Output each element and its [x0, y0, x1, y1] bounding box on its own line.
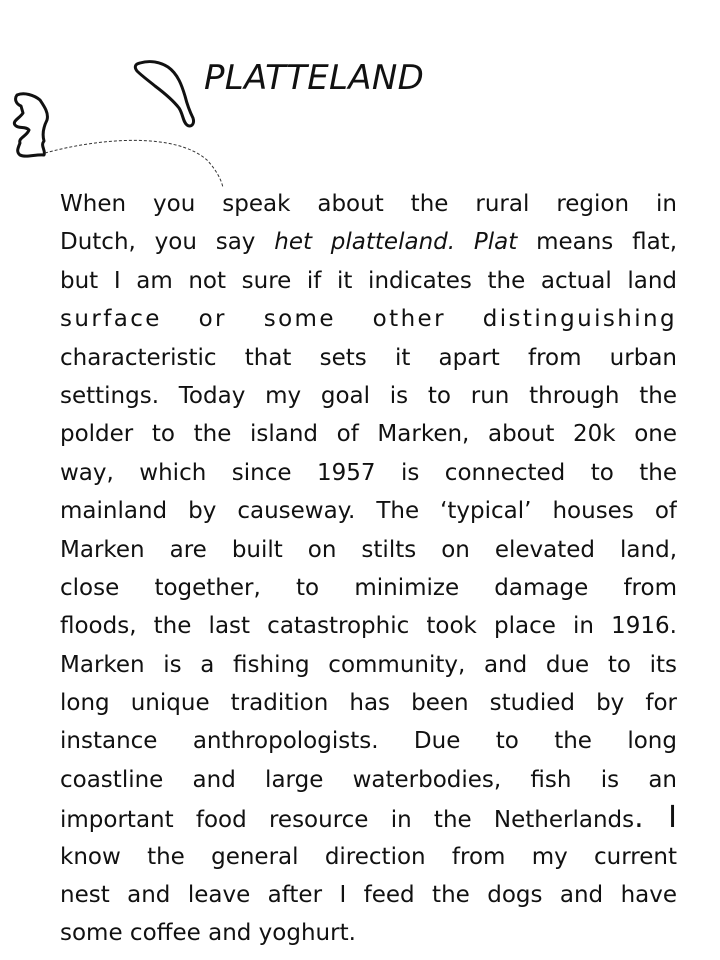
marken-island-outline-icon	[135, 62, 193, 126]
text-line: floods, the last catastrophic took place in 1916.	[60, 613, 677, 640]
text-line	[60, 799, 677, 837]
text-segment: means flat,	[517, 229, 677, 256]
text-line: nest and leave after I feed the dogs and have	[60, 882, 677, 909]
text-line: mainland by causeway. The ‘typical’ houses of	[60, 498, 677, 525]
italic-text-segment: het platteland. Plat	[274, 229, 518, 256]
body-paragraph	[60, 185, 677, 953]
text-line: way, which since 1957 is connected to the	[60, 459, 677, 486]
text-line: Marken are built on stilts on elevated land,	[60, 536, 677, 563]
text-line: surface or some other distinguishing	[60, 306, 677, 333]
text-line: know the general direction from my current	[60, 843, 677, 870]
dashed-route-line	[45, 140, 223, 188]
text-line: polder to the island of Marken, about 20k one	[60, 421, 677, 448]
large-text-segment: . I	[634, 800, 677, 836]
text-line: some coffee and yoghurt.	[60, 920, 356, 947]
north-holland-map-outline-icon	[14, 94, 47, 156]
text-line	[60, 223, 677, 261]
page-title: PLATTELAND	[204, 58, 425, 98]
text-line: settings. Today my goal is to run through the	[60, 382, 677, 409]
text-line: coastline and large waterbodies, fish is an	[60, 766, 677, 793]
text-segment: Dutch, you say	[60, 229, 275, 256]
text-line: long unique tradition has been studied by for	[60, 690, 677, 717]
text-line: characteristic that sets it apart from urban	[60, 344, 677, 371]
text-line: When you speak about the rural region in	[60, 191, 677, 217]
text-segment: important food resource in the Netherlands	[60, 807, 635, 834]
text-line: but I am not sure if it indicates the actual land	[60, 267, 677, 294]
text-line: instance anthropologists. Due to the long	[60, 728, 677, 755]
text-line: close together, to minimize damage from	[60, 574, 677, 601]
text-line: Marken is a fishing community, and due to its	[60, 651, 677, 678]
